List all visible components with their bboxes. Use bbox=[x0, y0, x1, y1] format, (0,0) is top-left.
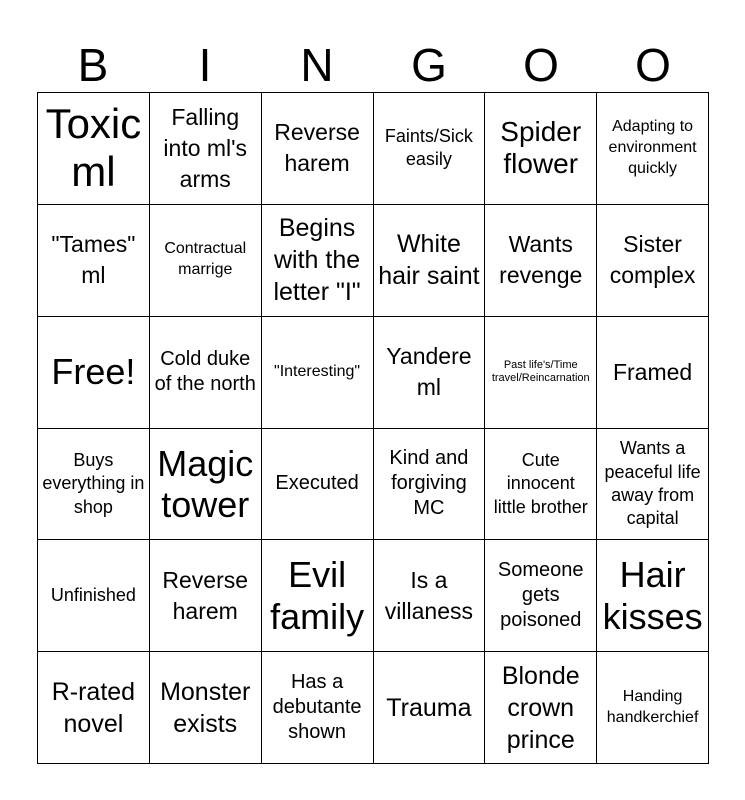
bingo-cell[interactable]: Cold duke of the north bbox=[150, 317, 262, 429]
bingo-cell[interactable]: "Interesting" bbox=[262, 317, 374, 429]
header-letter: I bbox=[198, 39, 212, 91]
bingo-cell[interactable]: Blonde crown prince bbox=[485, 652, 597, 764]
bingo-cell[interactable]: Cute innocent little brother bbox=[485, 429, 597, 541]
bingo-cell[interactable]: Reverse harem bbox=[262, 93, 374, 205]
bingo-cell[interactable]: Trauma bbox=[374, 652, 486, 764]
bingo-cell[interactable]: Magic tower bbox=[150, 429, 262, 541]
header-letter: G bbox=[411, 39, 447, 91]
bingo-cell[interactable]: Adapting to environment quickly bbox=[597, 93, 709, 205]
bingo-cell[interactable]: White hair saint bbox=[374, 205, 486, 317]
bingo-cell[interactable]: Free! bbox=[38, 317, 150, 429]
bingo-cell[interactable]: Kind and forgiving MC bbox=[374, 429, 486, 541]
header-letter: O bbox=[635, 39, 671, 91]
header-letter: B bbox=[77, 39, 109, 91]
bingo-grid bbox=[37, 92, 709, 764]
bingo-cell[interactable]: Reverse harem bbox=[150, 540, 262, 652]
bingo-cell[interactable]: Past life's/Time travel/Reincarnation bbox=[485, 317, 597, 429]
header-letter: N bbox=[300, 39, 334, 91]
bingo-cell[interactable]: R-rated novel bbox=[38, 652, 150, 764]
bingo-cell[interactable]: Yandere ml bbox=[374, 317, 486, 429]
bingo-cell[interactable]: Someone gets poisoned bbox=[485, 540, 597, 652]
bingo-cell[interactable]: Has a debutante shown bbox=[262, 652, 374, 764]
bingo-cell[interactable]: Begins with the letter "I" bbox=[262, 205, 374, 317]
header-letter: O bbox=[523, 39, 559, 91]
bingo-cell[interactable]: Evil family bbox=[262, 540, 374, 652]
bingo-cell[interactable]: Handing handkerchief bbox=[597, 652, 709, 764]
bingo-header bbox=[37, 38, 709, 92]
bingo-cell[interactable]: Wants a peaceful life away from capital bbox=[597, 429, 709, 541]
bingo-cell[interactable]: Monster exists bbox=[150, 652, 262, 764]
bingo-cell[interactable]: "Tames" ml bbox=[38, 205, 150, 317]
bingo-cell[interactable]: Framed bbox=[597, 317, 709, 429]
bingo-cell[interactable]: Is a villaness bbox=[374, 540, 486, 652]
bingo-cell[interactable]: Executed bbox=[262, 429, 374, 541]
bingo-cell[interactable]: Contractual marrige bbox=[150, 205, 262, 317]
bingo-cell[interactable]: Unfinished bbox=[38, 540, 150, 652]
bingo-cell[interactable]: Buys everything in shop bbox=[38, 429, 150, 541]
bingo-cell[interactable]: Sister complex bbox=[597, 205, 709, 317]
bingo-cell[interactable]: Falling into ml's arms bbox=[150, 93, 262, 205]
bingo-cell[interactable]: Wants revenge bbox=[485, 205, 597, 317]
bingo-cell[interactable]: Spider flower bbox=[485, 93, 597, 205]
bingo-cell[interactable]: Hair kisses bbox=[597, 540, 709, 652]
bingo-cell[interactable]: Toxic ml bbox=[38, 93, 150, 205]
bingo-cell[interactable]: Faints/Sick easily bbox=[374, 93, 486, 205]
